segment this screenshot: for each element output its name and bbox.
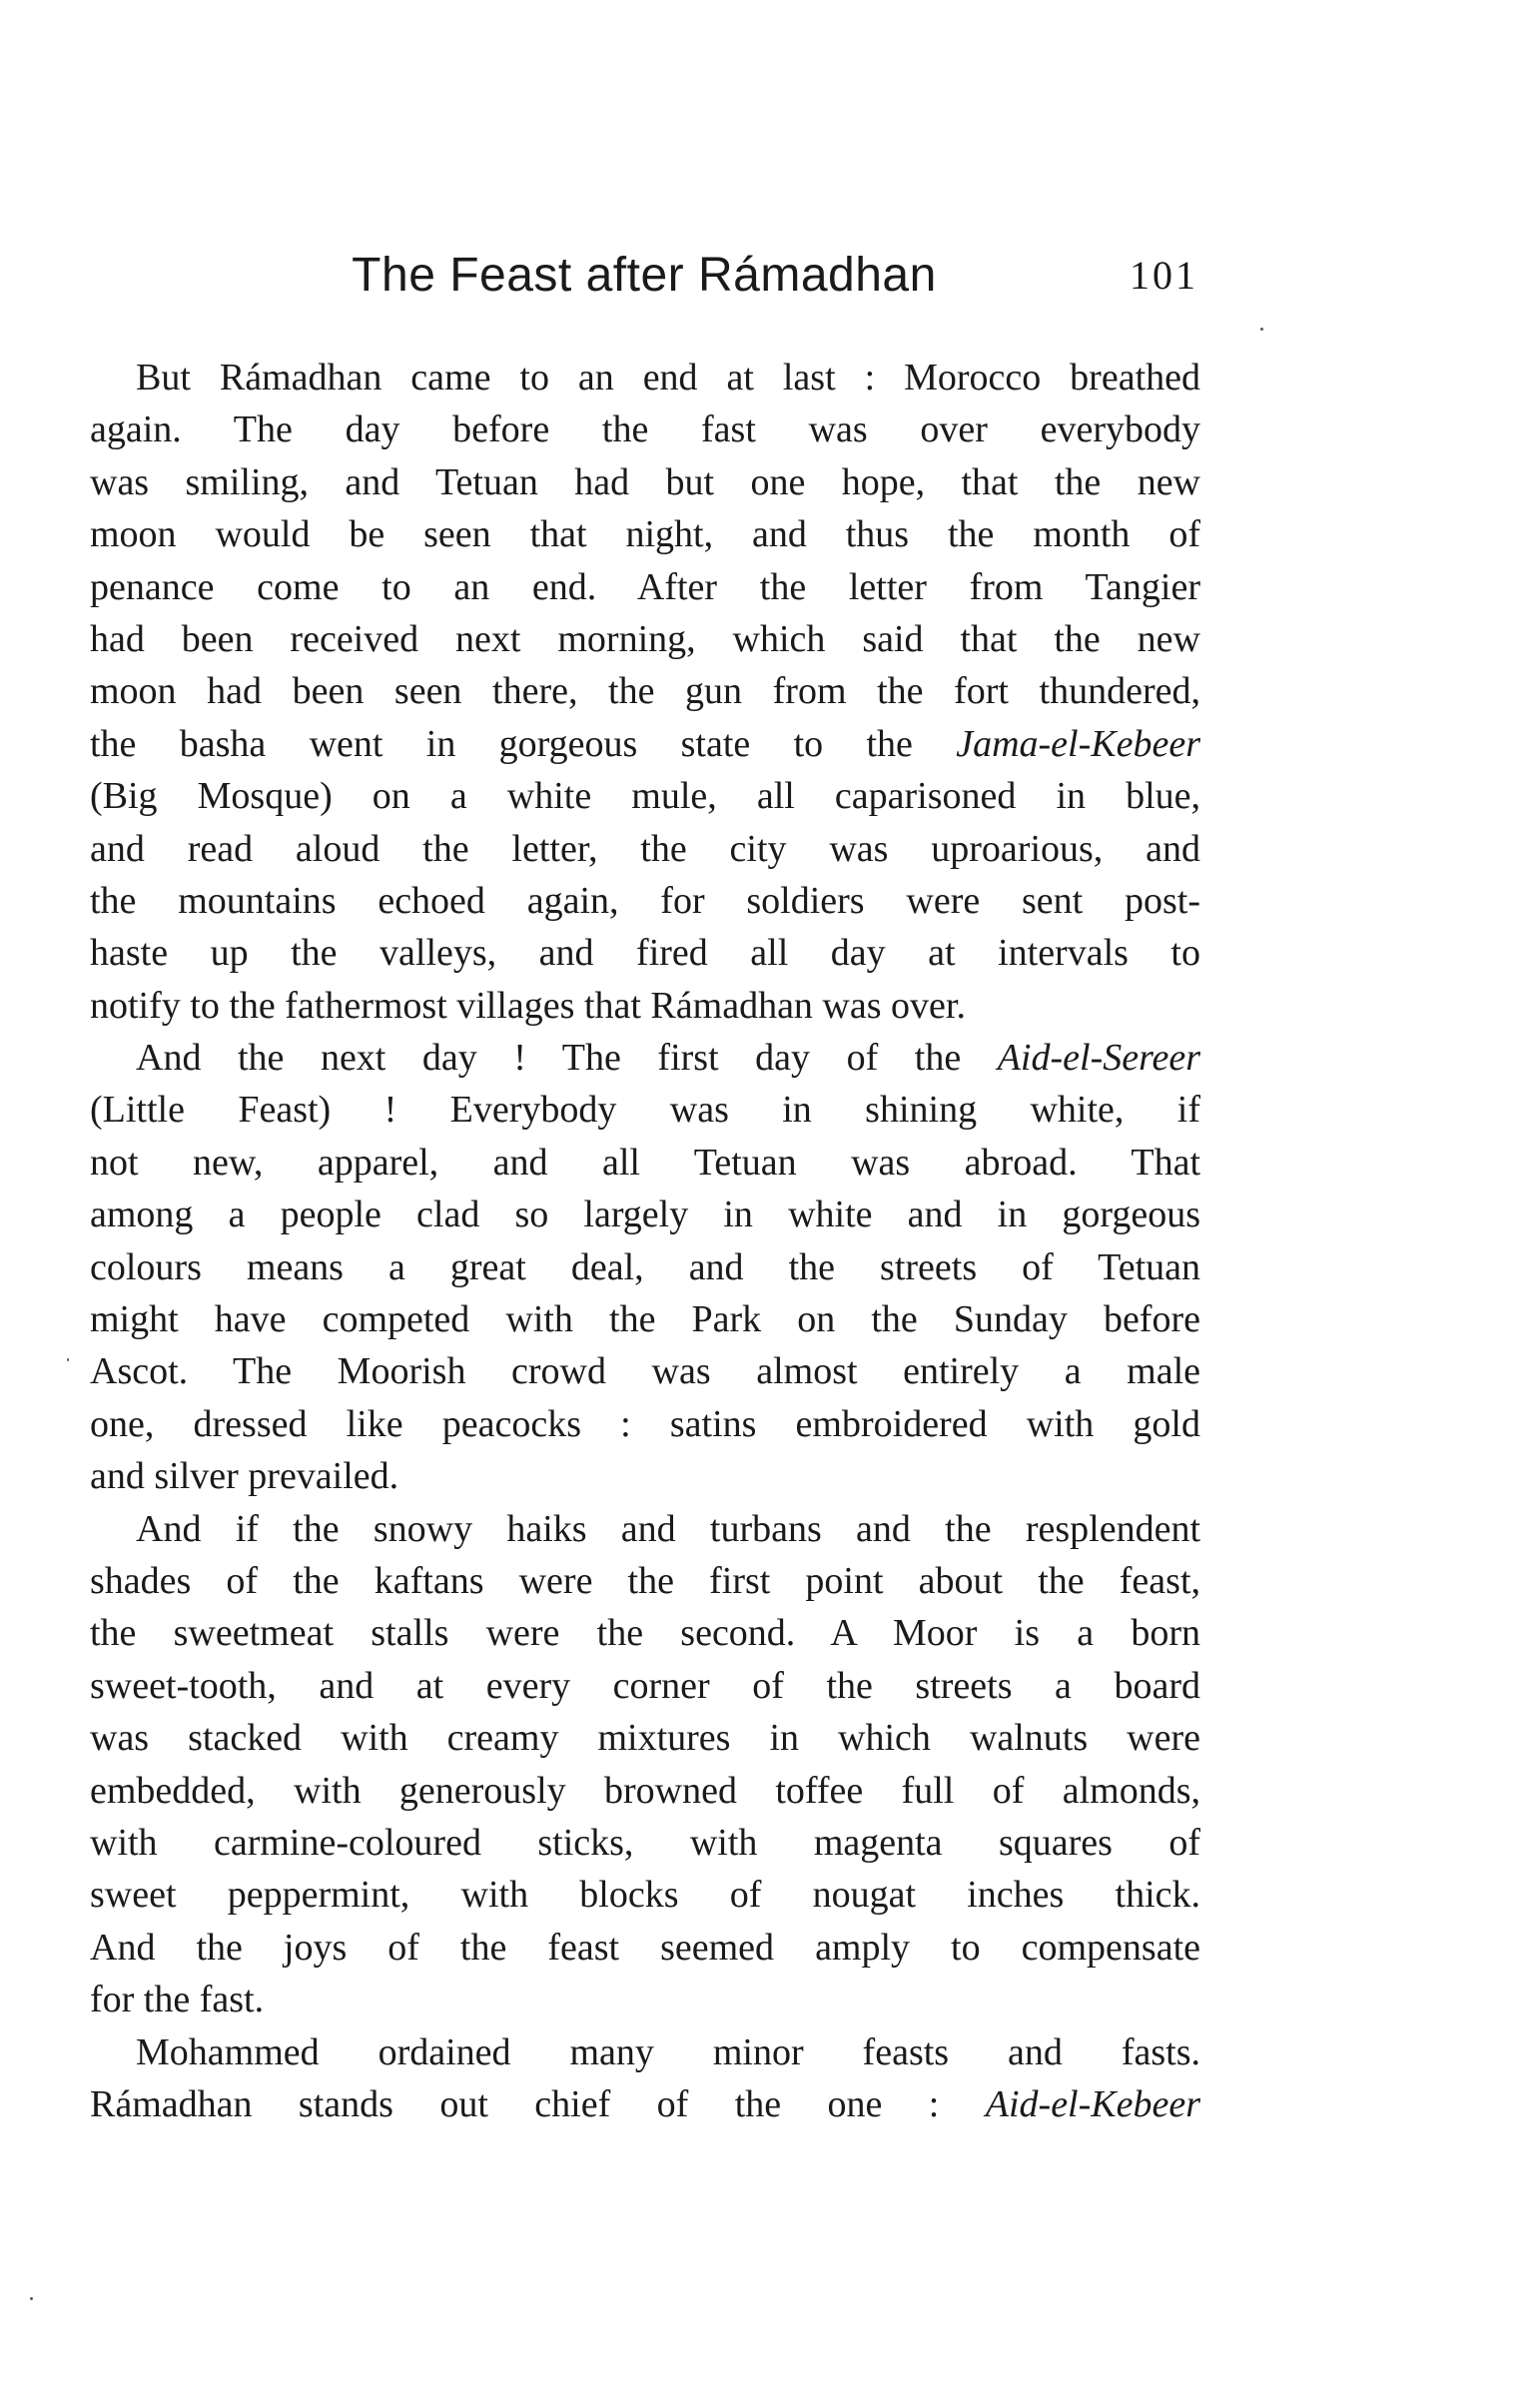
line-text: Mohammed ordained many minor feasts and fasts. <box>136 2030 1200 2073</box>
text-line <box>90 1084 1200 1136</box>
italic-term: Jama-el-Kebeer <box>956 722 1200 765</box>
text-line <box>90 1450 1200 1502</box>
text-line <box>90 980 1200 1032</box>
line-text: and read aloud the letter, the city was uproarious, and <box>90 827 1200 870</box>
text-line <box>90 352 1200 403</box>
text-line <box>90 1607 1200 1659</box>
italic-term: Aid-el-Kebeer <box>985 2082 1200 2125</box>
text-line <box>90 718 1200 770</box>
text-line <box>90 927 1200 979</box>
line-text: the mountains echoed again, for soldiers were sent post- <box>90 879 1200 922</box>
line-text: sweet peppermint, with blocks of nougat inches thick. <box>90 1874 1200 1917</box>
text-line <box>90 1241 1200 1293</box>
paragraph <box>90 1032 1200 1503</box>
text-line <box>90 1974 1200 2025</box>
line-text: moon would be seen that night, and thus the month of <box>90 513 1200 556</box>
line-text: But Rámadhan came to an end at last : Morocco breathed <box>136 357 1200 399</box>
line-text: for the fast. <box>90 1979 265 2021</box>
running-head <box>90 246 1198 306</box>
text-line <box>90 1660 1200 1712</box>
line-text: the basha went in gorgeous state to the <box>90 722 957 765</box>
text-line <box>90 1922 1200 1974</box>
text-line <box>90 508 1200 560</box>
line-text: notify to the fathermost villages that Rámadhan was over. <box>90 984 966 1027</box>
text-line <box>90 875 1200 927</box>
paragraph <box>90 1503 1200 2026</box>
text-line <box>90 1137 1200 1189</box>
line-text: among a people clad so largely in white and in gorgeous <box>90 1194 1200 1236</box>
paper-speck <box>30 2297 33 2300</box>
text-line <box>90 456 1200 508</box>
line-text: (Little Feast) ! Everybody was in shining white, if <box>90 1089 1200 1132</box>
text-line <box>90 403 1200 455</box>
text-line <box>90 1555 1200 1607</box>
line-text: and silver prevailed. <box>90 1455 399 1498</box>
line-text: moon had been seen there, the gun from the fort thundered, <box>90 670 1200 713</box>
line-text: sweet-tooth, and at every corner of the streets a board <box>90 1664 1200 1707</box>
line-text: might have competed with the Park on the Sunday before <box>90 1298 1200 1341</box>
text-line <box>90 2078 1200 2130</box>
text-line <box>90 1293 1200 1345</box>
text-line <box>90 823 1200 875</box>
line-text: And if the snowy haiks and turbans and the resplendent <box>136 1507 1200 1550</box>
paragraph <box>90 2026 1200 2131</box>
paragraph <box>90 352 1200 1032</box>
chapter-title: The Feast after Rámadhan <box>352 249 937 302</box>
line-text: shades of the kaftans were the first point about the feast, <box>90 1559 1200 1602</box>
text-line <box>90 1712 1200 1764</box>
text-line <box>90 1345 1200 1397</box>
text-line <box>90 2026 1200 2078</box>
line-text: And the next day ! The first day of the <box>136 1037 998 1080</box>
text-line <box>90 1189 1200 1240</box>
paper-speck <box>1260 328 1263 331</box>
text-line <box>90 1398 1200 1450</box>
text-line <box>90 1032 1200 1084</box>
line-text: penance come to an end. After the letter from Tangier <box>90 565 1200 608</box>
line-text: haste up the valleys, and fired all day at intervals to <box>90 932 1200 975</box>
page-number: 101 <box>1130 253 1198 298</box>
line-text: colours means a great deal, and the streets of Tetuan <box>90 1245 1200 1288</box>
line-text: Ascot. The Moorish crowd was almost entirely a male <box>90 1350 1200 1393</box>
line-text: (Big Mosque) on a white mule, all caparisoned in blue, <box>90 775 1200 818</box>
line-text: not new, apparel, and all Tetuan was abroad. That <box>90 1141 1200 1184</box>
line-text: the sweetmeat stalls were the second. A Moor is a born <box>90 1612 1200 1655</box>
paper-speck <box>67 1358 69 1361</box>
text-line <box>90 1817 1200 1869</box>
line-text: one, dressed like peacocks : satins embroidered with gold <box>90 1402 1200 1445</box>
line-text: with carmine-coloured sticks, with magenta squares of <box>90 1821 1200 1864</box>
text-line <box>90 1503 1200 1555</box>
line-text: And the joys of the feast seemed amply to compensate <box>90 1926 1200 1969</box>
text-line <box>90 770 1200 822</box>
line-text: embedded, with generously browned toffee full of almonds, <box>90 1769 1200 1812</box>
text-line <box>90 665 1200 717</box>
italic-term: Aid-el-Sereer <box>997 1037 1200 1080</box>
line-text: again. The day before the fast was over everybody <box>90 408 1200 451</box>
text-line <box>90 1869 1200 1921</box>
text-line <box>90 561 1200 613</box>
line-text: had been received next morning, which said that the new <box>90 617 1200 660</box>
line-text: was smiling, and Tetuan had but one hope, that the new <box>90 460 1200 503</box>
body-text <box>90 352 1200 2130</box>
text-line <box>90 613 1200 665</box>
line-text: Rámadhan stands out chief of the one : <box>90 2082 986 2125</box>
line-text: was stacked with creamy mixtures in which walnuts were <box>90 1717 1200 1760</box>
text-line <box>90 1765 1200 1817</box>
